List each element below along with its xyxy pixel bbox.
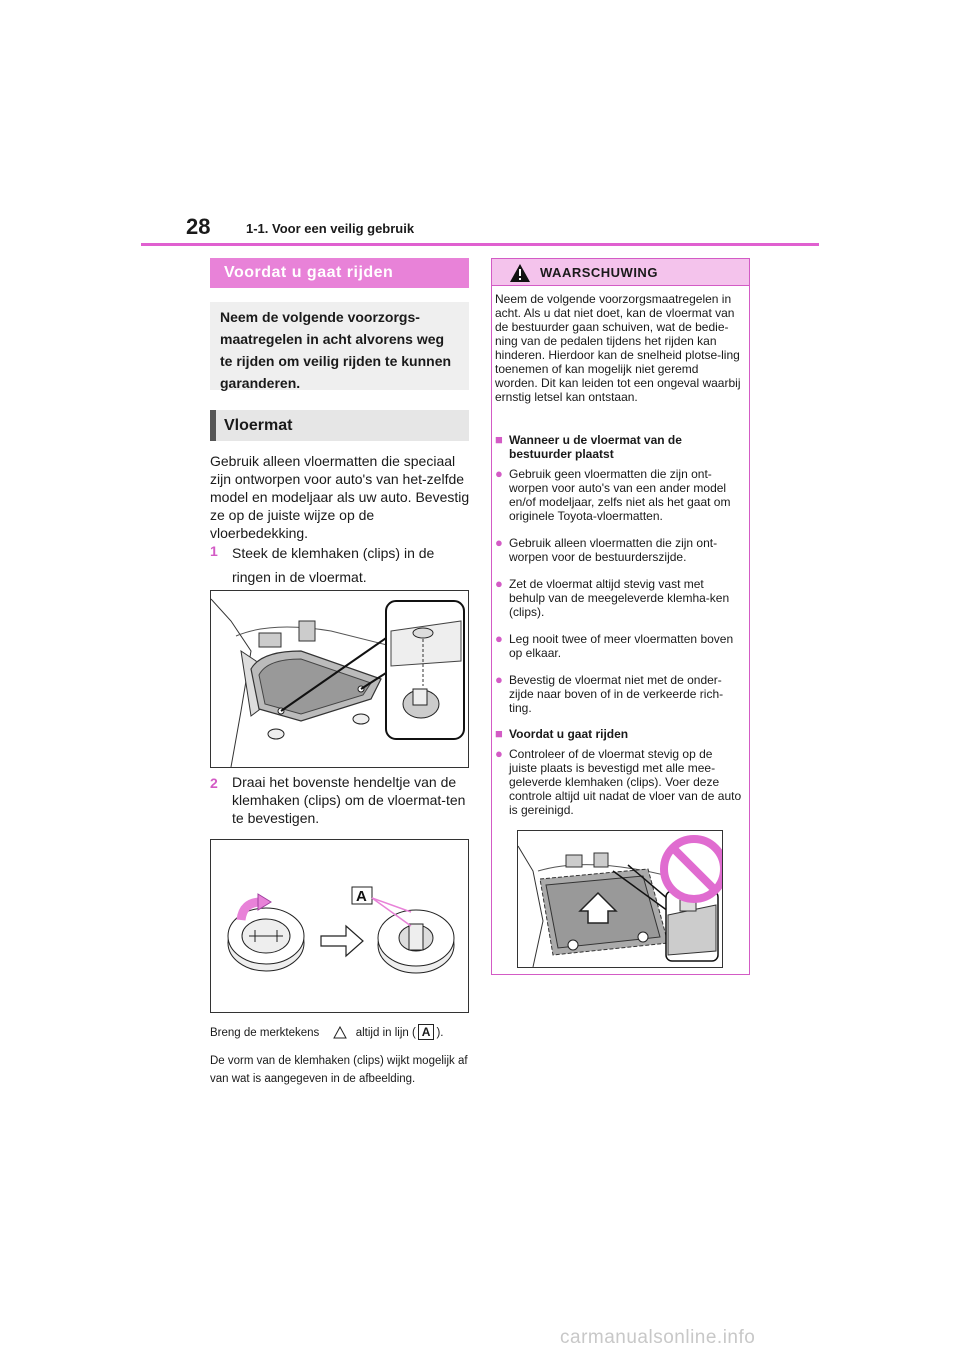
- figure-caption: [210, 1024, 472, 1042]
- section-title: Voordat u gaat rijden: [210, 258, 469, 288]
- step-1: [210, 541, 472, 589]
- subsection-title: Vloermat: [210, 410, 469, 441]
- circle-bullet-icon: ●: [495, 535, 503, 550]
- caption-text: Breng de merktekens: [210, 1027, 320, 1039]
- warning-item: ● Zet de vloermat altijd stevig vast met behulp van de meegeleverde klemha-ken (clips).: [495, 576, 730, 619]
- circle-bullet-icon: ●: [495, 466, 503, 481]
- page-number: 28: [186, 214, 211, 239]
- intro-box: Neem de volgende voorzorgs-maatregelen in acht alvorens weg te rijden om veilig rijden te kunnen garanderen.: [210, 302, 469, 390]
- circle-bullet-icon: ●: [495, 746, 503, 761]
- step-text: Steek de klemhaken (clips) in de ringen in de vloermat.: [232, 545, 435, 585]
- warning-item: ● Gebruik geen vloermatten die zijn ont-worpen voor auto's van een ander model en/of modeljaar, zelfs niet als het gaat om originele Toyota-vloermatten.: [495, 466, 731, 523]
- circle-bullet-icon: ●: [495, 631, 503, 646]
- warning-intro: Neem de volgende voorzorgsmaatregelen in acht. Als u dat niet doet, kan de vloermat van de bestuurder gaan schuiven, wat de bedie-ning van de pedalen tijdens het rijden kan hinderen. Hierdoor kan de snelheid plotse-ling toenemen of kan mogelijk niet geremd worden. Dit kan leiden tot een ongeval waarbij ernstig letsel kan ontstaan.: [495, 292, 741, 404]
- chapter-title: 1-1. Voor een veilig gebruik: [246, 221, 415, 236]
- callout-label: A: [418, 1024, 435, 1040]
- caption-text: ).: [436, 1027, 444, 1039]
- figure-note: De vorm van de klemhaken (clips) wijkt mogelijk af van wat is aangegeven in de afbeelding.: [210, 1055, 468, 1085]
- body-paragraph: Gebruik alleen vloermatten die speciaal zijn ontworpen voor auto's van het-zelfde model en modeljaar als uw auto. Bevestig ze op de juiste wijze op de vloerbedekking.: [210, 453, 470, 541]
- header-divider: [141, 243, 819, 246]
- step-2: [210, 773, 472, 827]
- square-bullet-icon: ■: [495, 726, 503, 741]
- caption-text: altijd in lijn (: [355, 1027, 416, 1039]
- stacked-mats-prohibited-illustration: [517, 830, 723, 968]
- clip-rotation-illustration: [210, 839, 469, 1013]
- circle-bullet-icon: ●: [495, 672, 503, 687]
- warning-item: ● Controleer of de vloermat stevig op de juiste plaats is bevestigd met alle mee-geleverde klemhaken (clips). Voer deze controle altijd uit nadat de vloer van de auto is gereinigd.: [495, 746, 742, 817]
- warning-icon: [509, 263, 531, 283]
- warning-heading: ■ Voordat u gaat rijden: [495, 726, 629, 741]
- circle-bullet-icon: ●: [495, 576, 503, 591]
- warning-item: ● Gebruik alleen vloermatten die zijn ont-worpen voor de bestuurderszijde.: [495, 535, 718, 564]
- warning-heading: ■ Wanneer u de vloermat van de bestuurder plaatst: [495, 432, 682, 461]
- triangle-mark-icon: [333, 1026, 347, 1039]
- step-number: 1: [210, 543, 218, 559]
- warning-item: ● Bevestig de vloermat niet met de onder-zijde naar boven of in de verkeerde rich-ting.: [495, 672, 724, 715]
- step-text: Draai het bovenste hendeltje van de klemhaken (clips) om de vloermat-ten te bevestigen.: [232, 774, 466, 826]
- callout-label: A: [356, 888, 367, 905]
- square-bullet-icon: ■: [495, 432, 503, 447]
- warning-title: WAARSCHUWING: [540, 265, 658, 280]
- floor-mat-clip-illustration: [210, 590, 469, 768]
- watermark: carmanualsonline.info: [560, 1327, 756, 1348]
- step-number: 2: [210, 775, 218, 791]
- warning-item: ● Leg nooit twee of meer vloermatten boven op elkaar.: [495, 631, 734, 660]
